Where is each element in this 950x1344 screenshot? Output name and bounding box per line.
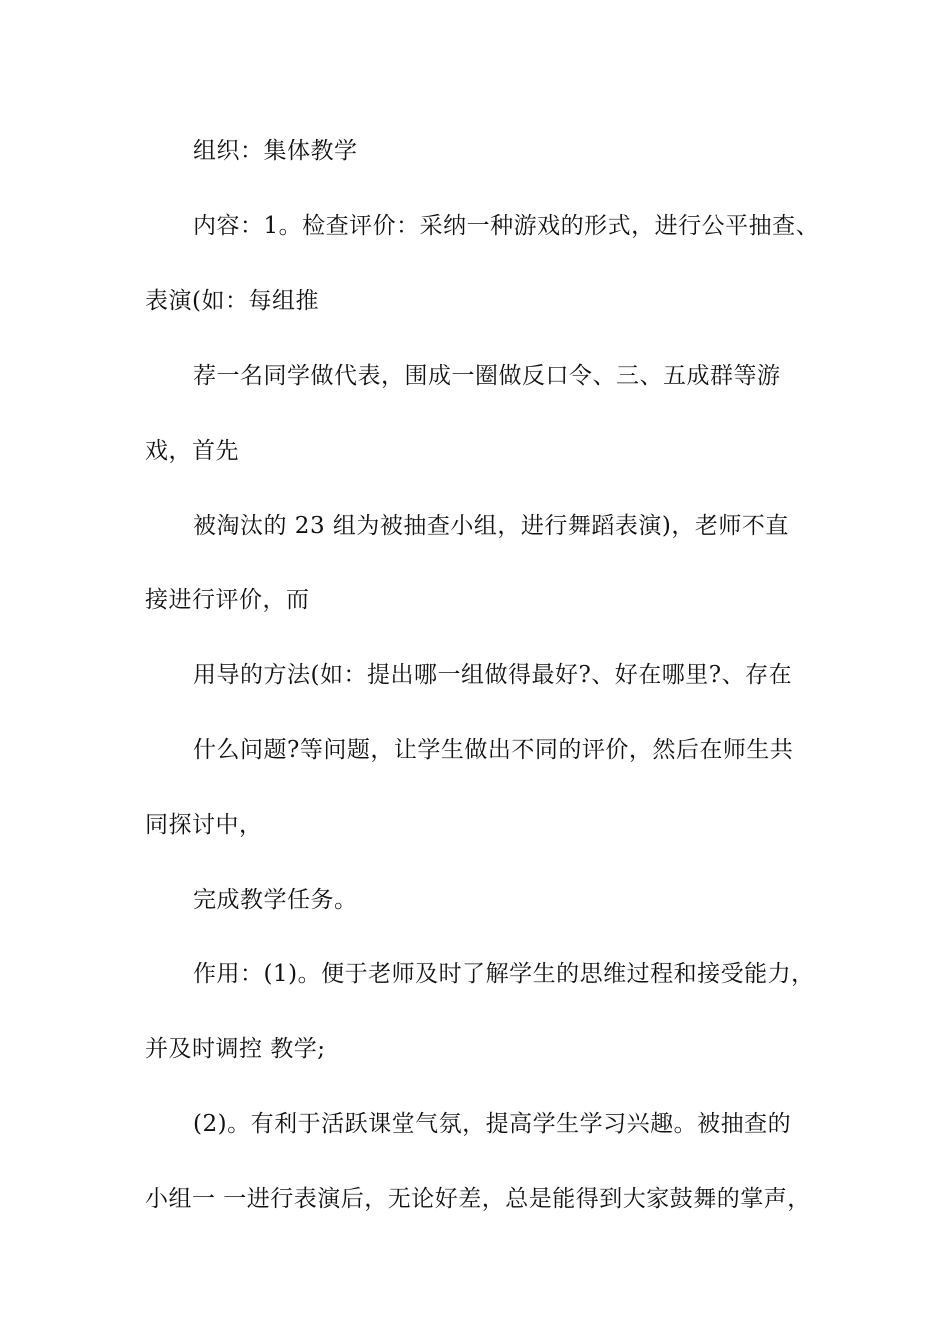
paragraph-line: 并及时调控 教学; bbox=[145, 1036, 326, 1062]
paragraph-line: 什么问题?等问题，让学生做出不同的评价，然后在师生共 bbox=[193, 737, 794, 763]
paragraph-line: 完成教学任务。 bbox=[193, 887, 358, 913]
paragraph-line-effect: 作用：(1)。便于老师及时了解学生的思维过程和接受能力， bbox=[193, 961, 815, 987]
paragraph-line-content: 内容：1。检查评价：采纳一种游戏的形式，进行公平抽查、 bbox=[193, 213, 820, 239]
paragraph-line: 表演(如：每组推 bbox=[145, 288, 319, 314]
paragraph-line: 被淘汰的 23 组为被抽查小组，进行舞蹈表演)，老师不直 bbox=[193, 513, 789, 539]
paragraph-line: 接进行评价，而 bbox=[145, 587, 310, 613]
paragraph-line: 小组一 一进行表演后，无论好差，总是能得到大家鼓舞的掌声， bbox=[145, 1186, 811, 1212]
paragraph-line: 荐一名同学做代表，围成一圈做反口令、三、五成群等游 bbox=[193, 363, 781, 389]
paragraph-line: (2)。有利于活跃课堂气氛，提高学生学习兴趣。被抽查的 bbox=[193, 1111, 792, 1137]
paragraph-line: 用导的方法(如：提出哪一组做得最好?、好在哪里?、存在 bbox=[193, 662, 793, 688]
paragraph-line: 同探讨中， bbox=[145, 812, 263, 838]
paragraph-line-organization: 组织：集体教学 bbox=[193, 138, 358, 164]
paragraph-line: 戏，首先 bbox=[145, 438, 239, 464]
